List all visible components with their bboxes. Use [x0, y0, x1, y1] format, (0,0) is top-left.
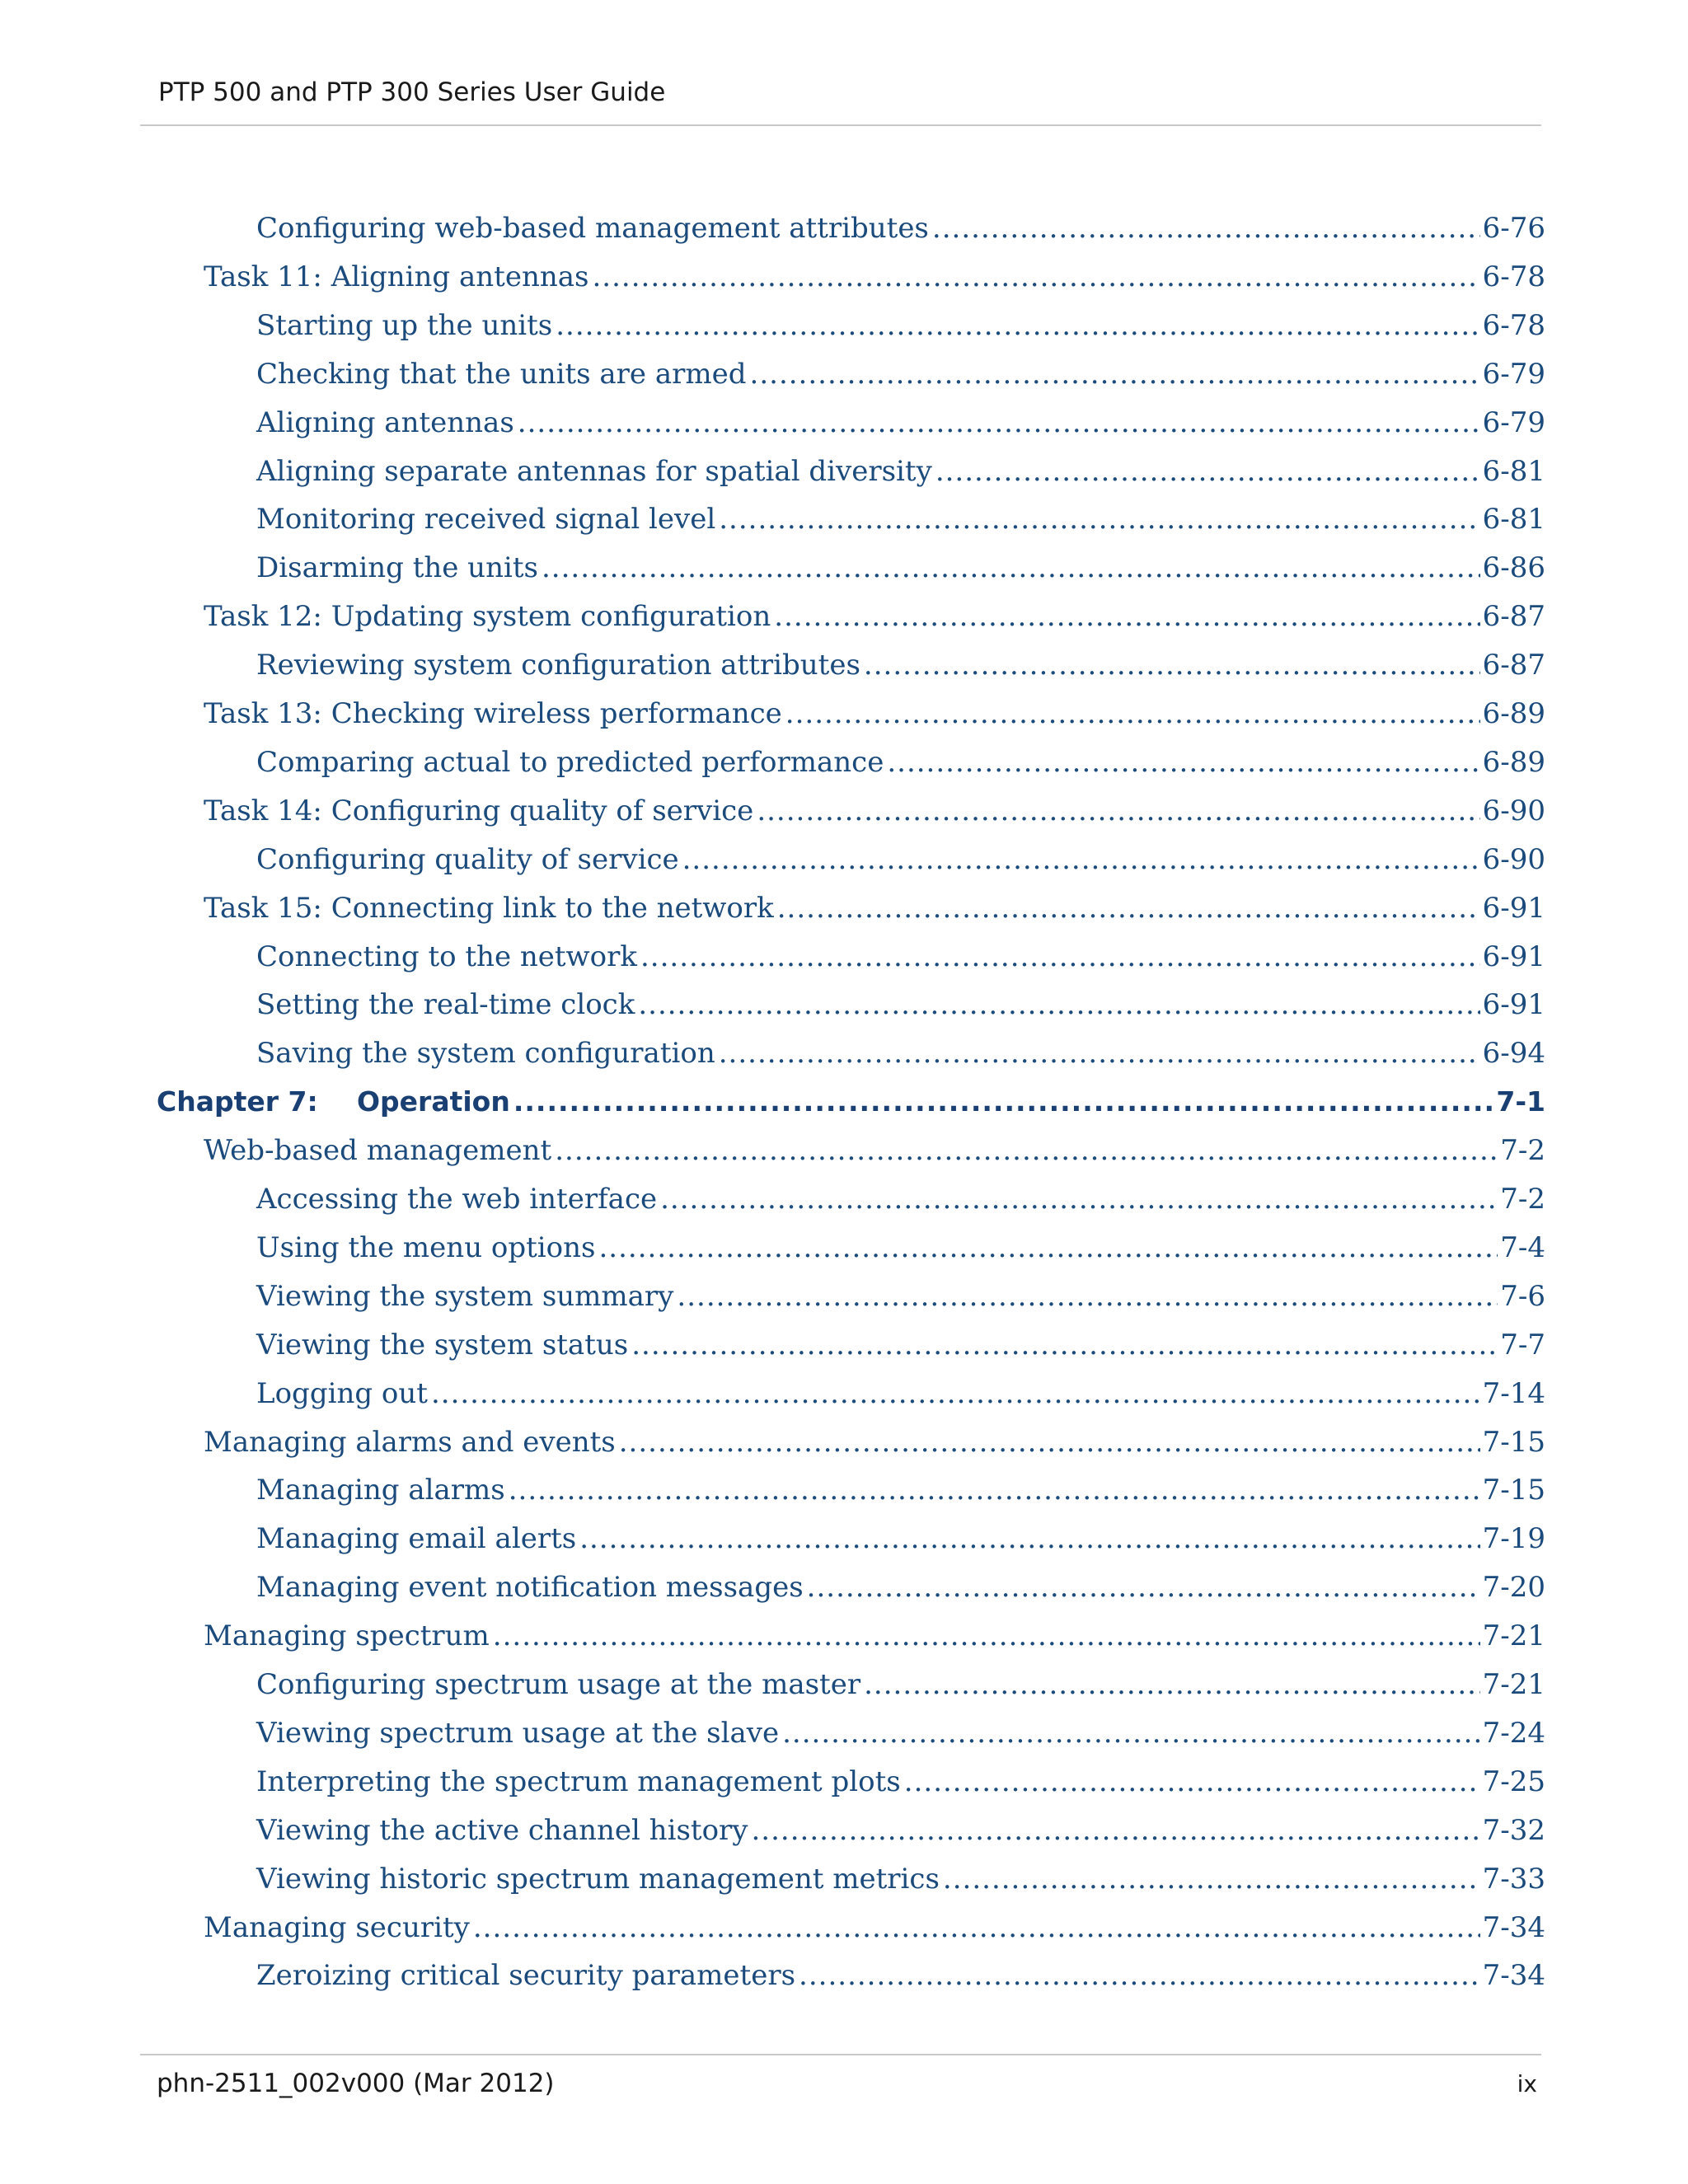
toc-entry-title: Starting up the units [256, 308, 553, 342]
toc-entry[interactable] [256, 212, 1545, 245]
toc-page-number: 6-89 [1482, 697, 1545, 730]
toc-dot-leader [719, 503, 1479, 536]
toc-page-number: 6-87 [1482, 600, 1545, 634]
toc-dot-leader [579, 1522, 1479, 1555]
toc-entry[interactable] [256, 1717, 1545, 1750]
toc-dot-leader [592, 260, 1479, 293]
toc-page-number: 7-6 [1500, 1279, 1545, 1313]
toc-entry[interactable] [256, 309, 1545, 342]
toc-entry-title: Managing alarms [256, 1474, 505, 1507]
toc-entry-title: Managing security [204, 1910, 470, 1944]
toc-page-number: 7-21 [1482, 1668, 1545, 1701]
toc-entry-title: Viewing the system status [256, 1328, 629, 1361]
toc-entry-title: Logging out [256, 1376, 428, 1410]
toc-dot-leader [682, 843, 1480, 876]
toc-page-number: 6-91 [1482, 891, 1545, 925]
toc-entry-title: Comparing actual to predicted performance [256, 745, 884, 779]
toc-dot-leader [473, 1911, 1480, 1944]
toc-entry[interactable] [204, 1134, 1545, 1167]
toc-entry[interactable] [256, 1231, 1545, 1264]
toc-dot-leader [513, 1085, 1494, 1118]
toc-entry-title: Configuring quality of service [256, 842, 679, 876]
toc-page-number: 7-2 [1500, 1183, 1545, 1216]
toc-entry[interactable] [256, 1377, 1545, 1410]
toc-page-number: 7-14 [1482, 1376, 1545, 1410]
toc-entry-title: Task 15: Connecting link to the network [204, 891, 774, 925]
toc-dot-leader [785, 697, 1480, 730]
toc-page-number: 7-34 [1482, 1959, 1545, 1993]
toc-dot-leader [774, 600, 1479, 633]
toc-entry[interactable] [256, 455, 1545, 488]
toc-entry[interactable] [204, 1619, 1545, 1652]
toc-dot-leader [599, 1231, 1498, 1264]
toc-page-number: 7-15 [1482, 1474, 1545, 1507]
toc-entry[interactable] [204, 600, 1545, 633]
toc-entry-title: Reviewing system configuration attributes [256, 649, 860, 682]
toc-entry[interactable] [256, 406, 1545, 439]
toc-entry[interactable] [256, 1474, 1545, 1507]
toc-page-number: 7-32 [1482, 1813, 1545, 1847]
footer-page-number: ix [1517, 2070, 1537, 2097]
toc-entry-title: Setting the real-time clock [256, 988, 635, 1022]
toc-page-number: 7-21 [1482, 1619, 1545, 1653]
toc-entry-title: Managing spectrum [204, 1619, 490, 1653]
toc-entry[interactable] [256, 503, 1545, 536]
toc-entry[interactable] [256, 1037, 1545, 1070]
toc-page-number: 6-91 [1482, 988, 1545, 1022]
toc-page-number: 6-81 [1482, 454, 1545, 488]
toc-chapter-number: Chapter 7: [157, 1085, 318, 1118]
toc-dot-leader [431, 1377, 1480, 1410]
toc-entry[interactable] [256, 1571, 1545, 1604]
toc-entry-title: Task 11: Aligning antennas [204, 260, 589, 293]
toc-entry-title: Viewing historic spectrum management metrics [256, 1862, 940, 1896]
toc-page-number: 6-78 [1482, 308, 1545, 342]
toc-entry-title: Managing event notification messages [256, 1571, 804, 1605]
toc-entry[interactable] [256, 1522, 1545, 1555]
toc-entry[interactable] [256, 1668, 1545, 1701]
header-divider [140, 124, 1541, 126]
toc-entry-title: Interpreting the spectrum management plots [256, 1765, 901, 1798]
toc-dot-leader [752, 1814, 1480, 1847]
footer-document-id: phn-2511_002v000 (Mar 2012) [157, 2069, 555, 2098]
toc-dot-leader [631, 1329, 1498, 1361]
toc-dot-leader [619, 1426, 1480, 1459]
toc-entry[interactable] [256, 988, 1545, 1021]
toc-entry[interactable] [256, 358, 1545, 391]
toc-entry[interactable] [204, 892, 1545, 925]
toc-dot-leader [638, 988, 1479, 1021]
toc-dot-leader [799, 1959, 1480, 1992]
toc-entry-title: Managing email alerts [256, 1522, 577, 1556]
toc-entry-title: Checking that the units are armed [256, 357, 747, 391]
toc-dot-leader [757, 794, 1479, 827]
toc-entry-title: Operation [357, 1085, 510, 1118]
toc-entry-title: Viewing spectrum usage at the slave [256, 1716, 780, 1750]
toc-dot-leader [782, 1717, 1480, 1750]
toc-dot-leader [660, 1183, 1498, 1216]
toc-entry[interactable] [256, 843, 1545, 876]
toc-page-number: 6-90 [1482, 794, 1545, 827]
toc-entry[interactable] [204, 1911, 1545, 1944]
toc-entry[interactable] [204, 1426, 1545, 1459]
toc-entry-title: Accessing the web interface [256, 1183, 658, 1216]
toc-entry[interactable] [204, 697, 1545, 730]
toc-page-number: 6-94 [1482, 1037, 1545, 1071]
toc-entry-title: Disarming the units [256, 551, 538, 585]
toc-entry[interactable] [256, 649, 1545, 682]
toc-entry-title: Configuring web-based management attributes [256, 212, 929, 245]
toc-page-number: 6-76 [1482, 212, 1545, 245]
toc-entry[interactable] [256, 551, 1545, 584]
toc-entry[interactable] [204, 794, 1545, 827]
toc-page-number: 7-24 [1482, 1716, 1545, 1750]
toc-entry[interactable] [256, 1280, 1545, 1313]
toc-entry-title: Viewing the system summary [256, 1279, 674, 1313]
toc-entry-title: Aligning antennas [256, 405, 514, 439]
toc-page-number: 7-25 [1482, 1765, 1545, 1798]
toc-page-number: 7-33 [1482, 1862, 1545, 1896]
page-header: PTP 500 and PTP 300 Series User Guide [158, 77, 666, 107]
toc-entry[interactable] [204, 260, 1545, 293]
toc-page-number: 7-2 [1500, 1134, 1545, 1168]
toc-entry-title: Managing alarms and events [204, 1425, 616, 1459]
toc-dot-leader [509, 1474, 1480, 1507]
toc-entry[interactable] [256, 1863, 1545, 1896]
toc-dot-leader [719, 1037, 1480, 1070]
toc-entry-title: Task 13: Checking wireless performance [204, 697, 782, 730]
toc-entry[interactable] [256, 746, 1545, 779]
toc-dot-leader [932, 212, 1480, 245]
footer-divider [140, 2054, 1541, 2055]
toc-entry-title: Using the menu options [256, 1230, 596, 1264]
toc-entry-title: Connecting to the network [256, 940, 637, 973]
toc-dot-leader [935, 455, 1480, 488]
toc-chapter-entry[interactable] [157, 1085, 1545, 1118]
toc-dot-leader [904, 1765, 1480, 1798]
toc-page-number: 7-7 [1500, 1328, 1545, 1361]
toc-dot-leader [493, 1619, 1480, 1652]
toc-dot-leader [518, 406, 1480, 439]
toc-entry-title: Task 12: Updating system configuration [204, 600, 771, 634]
toc-entry-title: Web-based management [204, 1134, 552, 1168]
toc-page-number: 7-4 [1500, 1230, 1545, 1264]
toc-dot-leader [542, 551, 1480, 584]
toc-dot-leader [864, 649, 1480, 682]
toc-page-number: 6-87 [1482, 649, 1545, 682]
toc-page-number: 6-91 [1482, 940, 1545, 973]
toc-page-number: 6-89 [1482, 745, 1545, 779]
toc-page-number: 7-19 [1482, 1522, 1545, 1556]
toc-entry[interactable] [256, 1814, 1545, 1847]
toc-entry[interactable] [256, 940, 1545, 973]
toc-entry[interactable] [256, 1183, 1545, 1216]
toc-page-number: 7-15 [1482, 1425, 1545, 1459]
toc-entry[interactable] [256, 1329, 1545, 1361]
toc-page-number: 6-79 [1482, 405, 1545, 439]
toc-page-number: 6-81 [1482, 503, 1545, 537]
toc-page-number: 6-78 [1482, 260, 1545, 293]
toc-dot-leader [864, 1668, 1480, 1701]
toc-page-number: 7-34 [1482, 1910, 1545, 1944]
toc-page-number: 7-1 [1496, 1085, 1545, 1118]
toc-entry-title: Aligning separate antennas for spatial diversity [256, 454, 932, 488]
toc-entry-title: Viewing the active channel history [256, 1813, 748, 1847]
toc-dot-leader [556, 309, 1479, 342]
toc-dot-leader [777, 892, 1480, 925]
toc-dot-leader [887, 746, 1479, 779]
toc-dot-leader [943, 1863, 1480, 1896]
toc-dot-leader [555, 1134, 1498, 1167]
toc-dot-leader [677, 1280, 1498, 1313]
toc-page-number: 6-79 [1482, 357, 1545, 391]
toc-entry-title: Configuring spectrum usage at the master [256, 1668, 861, 1701]
toc-dot-leader [750, 358, 1480, 391]
toc-entry[interactable] [256, 1959, 1545, 1992]
toc-page-number: 7-20 [1482, 1571, 1545, 1605]
toc-entry-title: Task 14: Configuring quality of service [204, 794, 754, 827]
toc-page-number: 6-90 [1482, 842, 1545, 876]
toc-entry-title: Zeroizing critical security parameters [256, 1959, 796, 1993]
toc-dot-leader [640, 940, 1480, 973]
toc-page-number: 6-86 [1482, 551, 1545, 585]
toc-entry-title: Monitoring received signal level [256, 503, 716, 537]
toc-dot-leader [807, 1571, 1480, 1604]
toc-entry[interactable] [256, 1765, 1545, 1798]
toc-entry-title: Saving the system configuration [256, 1037, 715, 1071]
